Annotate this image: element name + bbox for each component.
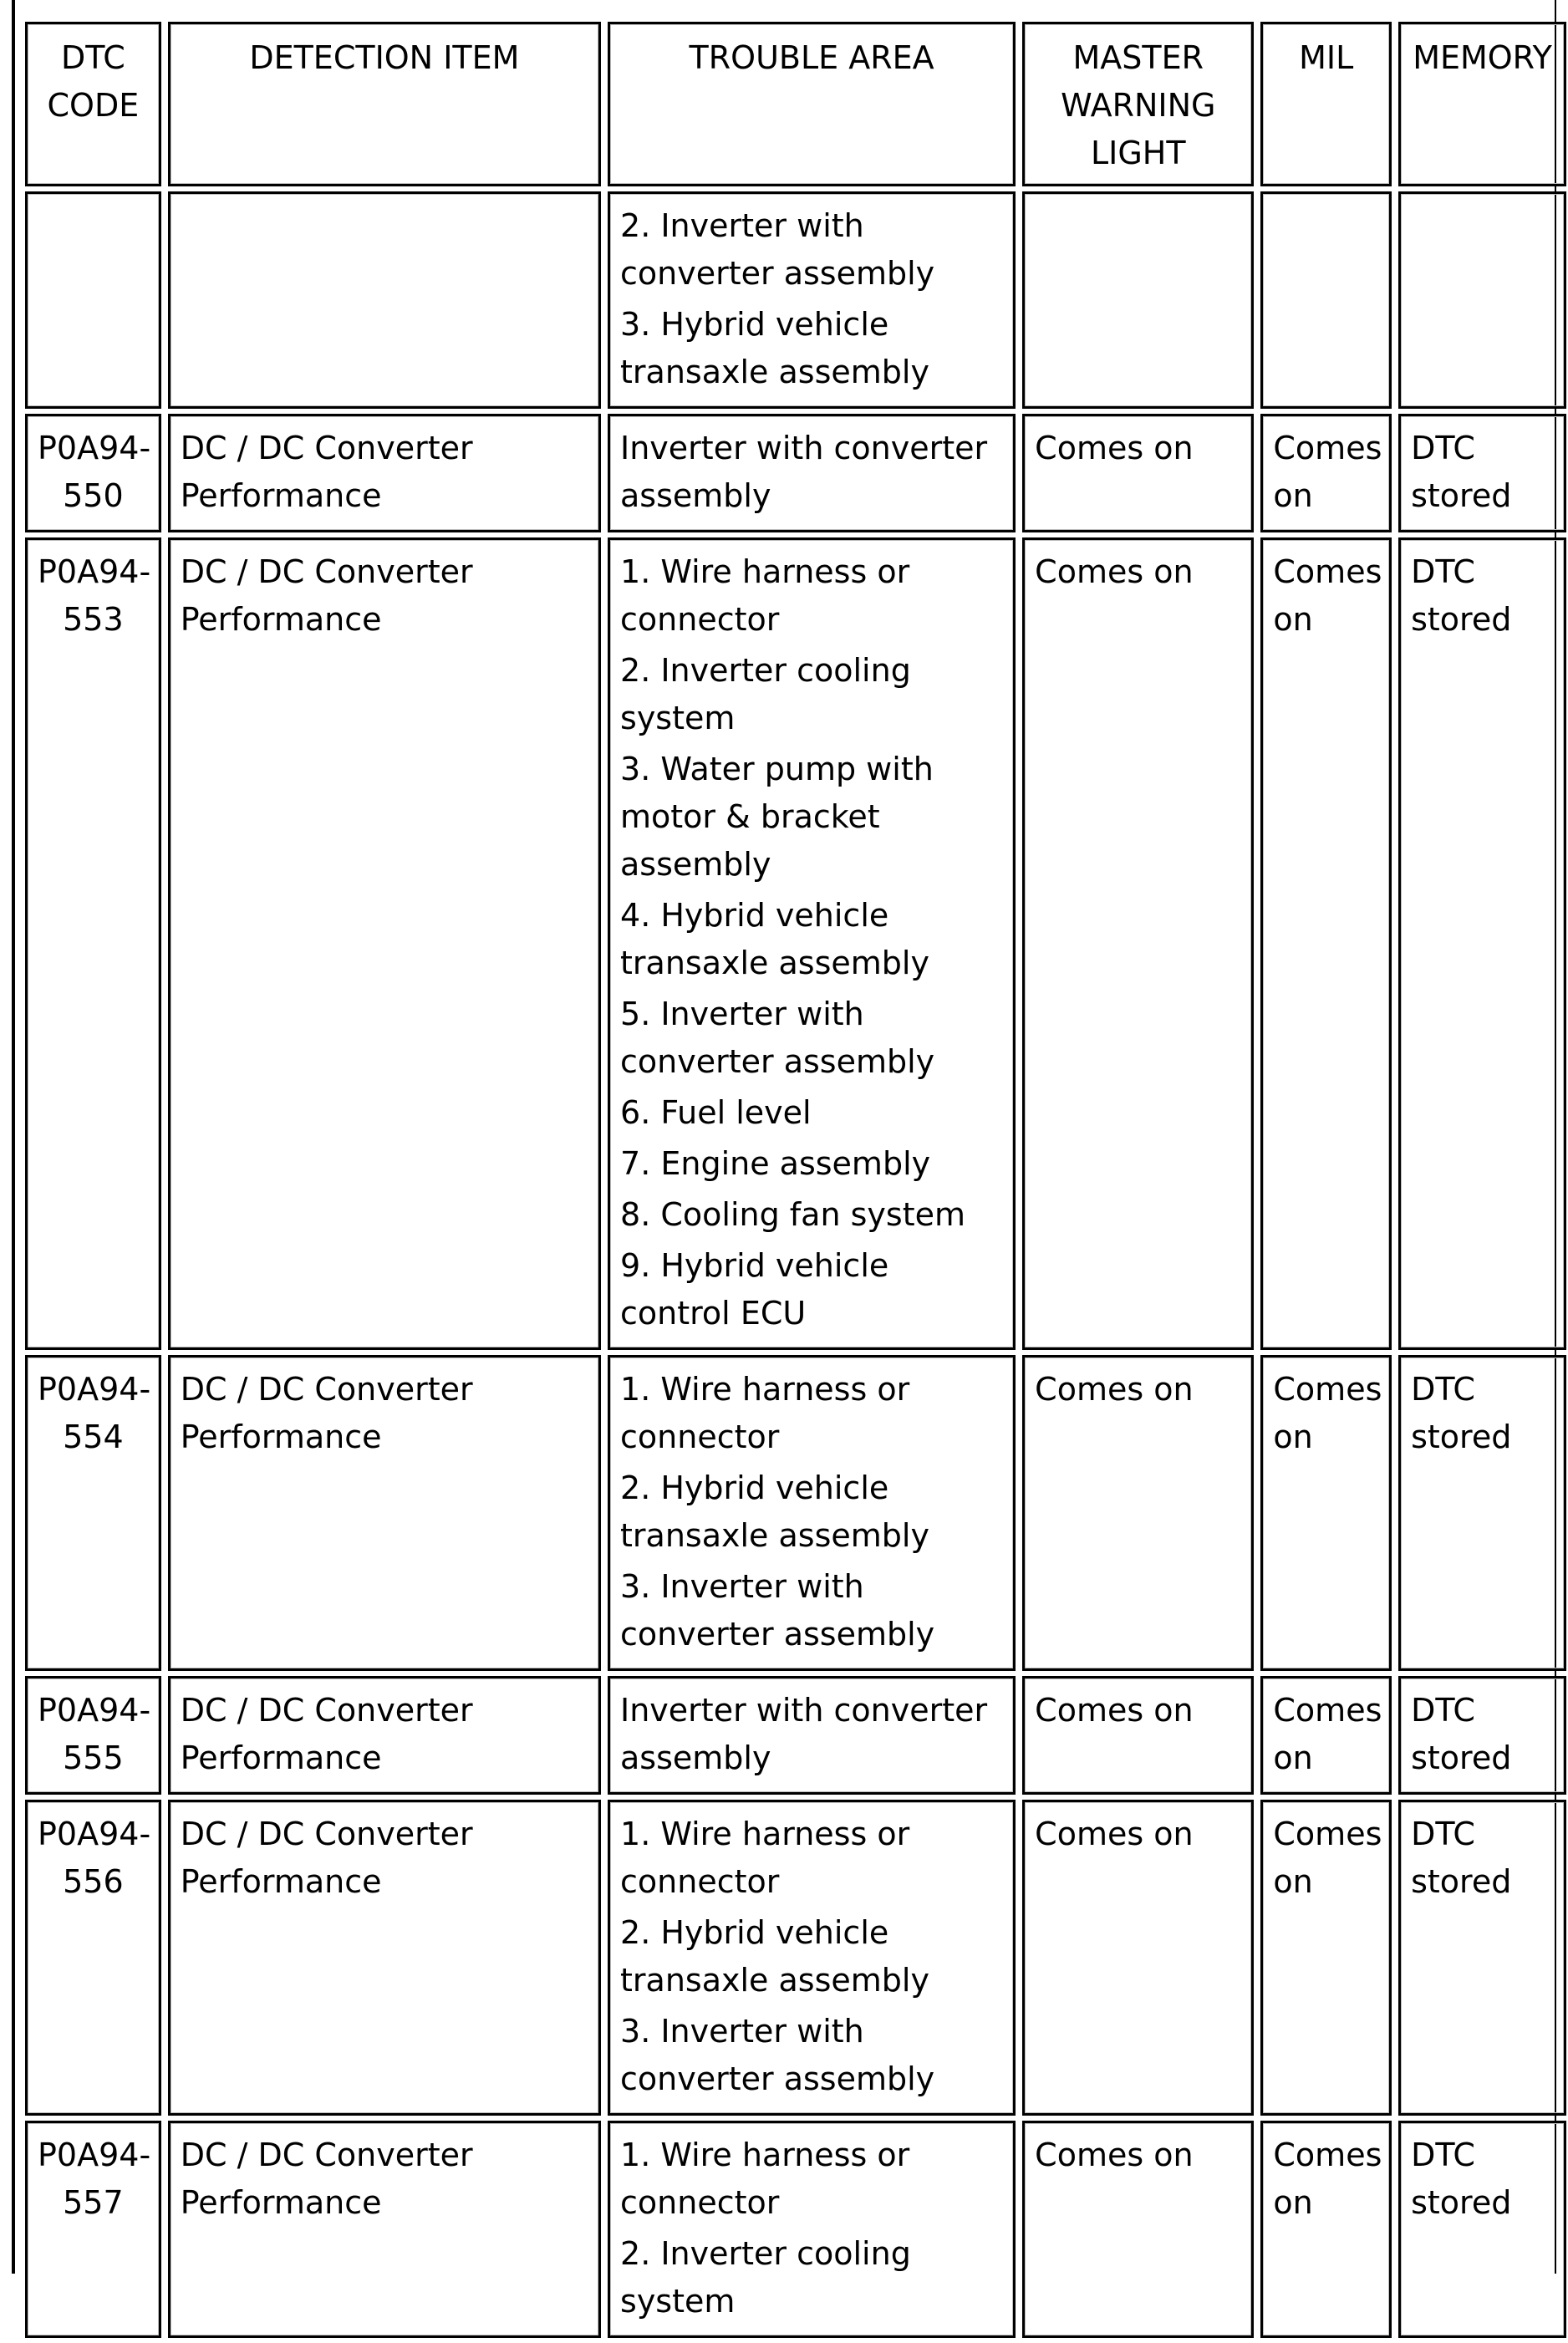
- cell-mil: Comes on: [1260, 1676, 1392, 1795]
- cell-memory: DTC stored: [1398, 1676, 1566, 1795]
- header-row: [25, 22, 1566, 186]
- cell-code: [25, 1676, 161, 1795]
- table-row: [25, 1800, 1566, 2116]
- trouble-area-item: Inverter with converter assembly: [620, 1692, 988, 1776]
- trouble-area-item: 2. Hybrid vehicle transaxle assembly: [620, 1914, 929, 1999]
- trouble-area-item: 1. Wire harness or connector: [620, 553, 910, 638]
- table-row: [25, 537, 1566, 1350]
- cell-mil: Comes on: [1260, 2121, 1392, 2338]
- cell-master-warning: [1022, 191, 1254, 409]
- dtc-code-prefix: P0A94-: [38, 1816, 151, 1852]
- dtc-code-suffix: 557: [63, 2184, 124, 2221]
- trouble-area-item: 1. Wire harness or connector: [620, 1371, 910, 1455]
- trouble-area-item: 9. Hybrid vehicle control ECU: [620, 1247, 889, 1332]
- cell-memory: DTC stored: [1398, 1800, 1566, 2116]
- cell-code: [25, 414, 161, 532]
- cell-code: [25, 2121, 161, 2338]
- table-row: [25, 414, 1566, 532]
- cell-detection: DC / DC Converter Performance: [168, 414, 601, 532]
- trouble-area-item: 5. Inverter with converter assembly: [620, 996, 935, 1080]
- trouble-area-item: 3. Hybrid vehicle transaxle assembly: [620, 306, 929, 390]
- cell-trouble-area: [608, 537, 1016, 1350]
- cell-trouble-area: [608, 1800, 1016, 2116]
- dtc-code-suffix: 556: [63, 1863, 124, 1900]
- dtc-code-suffix: 553: [63, 601, 124, 638]
- dtc-code-suffix: 550: [63, 477, 124, 514]
- cell-code: [25, 191, 161, 409]
- dtc-code-prefix: P0A94-: [38, 2137, 151, 2173]
- dtc-code-prefix: P0A94-: [38, 1371, 151, 1408]
- header-trouble-area: TROUBLE AREA: [608, 22, 1016, 186]
- trouble-area-item: 7. Engine assembly: [620, 1145, 931, 1182]
- table-row: [25, 1355, 1566, 1671]
- cell-mil: Comes on: [1260, 1355, 1392, 1671]
- header-master-warning-light: MASTER WARNING LIGHT: [1022, 22, 1254, 186]
- table-row: [25, 2121, 1566, 2338]
- dtc-code-suffix: 555: [63, 1739, 124, 1776]
- trouble-area-item: 3. Inverter with converter assembly: [620, 2013, 935, 2097]
- dtc-code-prefix: P0A94-: [38, 430, 151, 466]
- cell-detection: DC / DC Converter Performance: [168, 2121, 601, 2338]
- cell-code: [25, 537, 161, 1350]
- cell-memory: DTC stored: [1398, 537, 1566, 1350]
- cell-mil: Comes on: [1260, 414, 1392, 532]
- dtc-code-prefix: P0A94-: [38, 1692, 151, 1729]
- header-dtc-code: DTC CODE: [25, 22, 161, 186]
- trouble-area-item: 2. Inverter with converter assembly: [620, 207, 935, 292]
- cell-code: [25, 1355, 161, 1671]
- cell-master-warning: Comes on: [1022, 1355, 1254, 1671]
- trouble-area-item: 3. Inverter with converter assembly: [620, 1568, 935, 1653]
- outer-frame-left: [12, 0, 15, 2274]
- cell-memory: [1398, 191, 1566, 409]
- table-body: [25, 191, 1566, 2338]
- cell-trouble-area: [608, 1355, 1016, 1671]
- table-row: [25, 1676, 1566, 1795]
- cell-mil: Comes on: [1260, 1800, 1392, 2116]
- dtc-code-suffix: 554: [63, 1419, 124, 1455]
- cell-memory: DTC stored: [1398, 1355, 1566, 1671]
- cell-detection: DC / DC Converter Performance: [168, 537, 601, 1350]
- trouble-area-item: 8. Cooling fan system: [620, 1196, 965, 1233]
- trouble-area-item: 1. Wire harness or connector: [620, 2137, 910, 2221]
- header-mil: MIL: [1260, 22, 1392, 186]
- header-detection-item: DETECTION ITEM: [168, 22, 601, 186]
- cell-master-warning: Comes on: [1022, 1676, 1254, 1795]
- trouble-area-item: 4. Hybrid vehicle transaxle assembly: [620, 897, 929, 981]
- cell-master-warning: Comes on: [1022, 1800, 1254, 2116]
- trouble-area-item: 2. Hybrid vehicle transaxle assembly: [620, 1469, 929, 1554]
- cell-mil: [1260, 191, 1392, 409]
- header-memory: MEMORY: [1398, 22, 1566, 186]
- table-row-continuation: [25, 191, 1566, 409]
- cell-master-warning: Comes on: [1022, 414, 1254, 532]
- cell-mil: Comes on: [1260, 537, 1392, 1350]
- cell-master-warning: Comes on: [1022, 2121, 1254, 2338]
- dtc-table: [18, 17, 1568, 2343]
- cell-memory: DTC stored: [1398, 414, 1566, 532]
- trouble-area-item: 1. Wire harness or connector: [620, 1816, 910, 1900]
- cell-detection: DC / DC Converter Performance: [168, 1355, 601, 1671]
- cell-code: [25, 1800, 161, 2116]
- dtc-code-prefix: P0A94-: [38, 553, 151, 590]
- trouble-area-item: Inverter with converter assembly: [620, 430, 988, 514]
- cell-trouble-area: [608, 1676, 1016, 1795]
- cell-detection: [168, 191, 601, 409]
- trouble-area-item: 2. Inverter cooling system: [620, 652, 911, 736]
- cell-trouble-area: [608, 414, 1016, 532]
- cell-trouble-area: [608, 191, 1016, 409]
- cell-memory: DTC stored: [1398, 2121, 1566, 2338]
- trouble-area-item: 3. Water pump with motor & bracket assembly: [620, 751, 934, 883]
- trouble-area-item: 2. Inverter cooling system: [620, 2235, 911, 2320]
- cell-detection: DC / DC Converter Performance: [168, 1676, 601, 1795]
- cell-master-warning: Comes on: [1022, 537, 1254, 1350]
- cell-detection: DC / DC Converter Performance: [168, 1800, 601, 2116]
- cell-trouble-area: [608, 2121, 1016, 2338]
- trouble-area-item: 6. Fuel level: [620, 1094, 812, 1131]
